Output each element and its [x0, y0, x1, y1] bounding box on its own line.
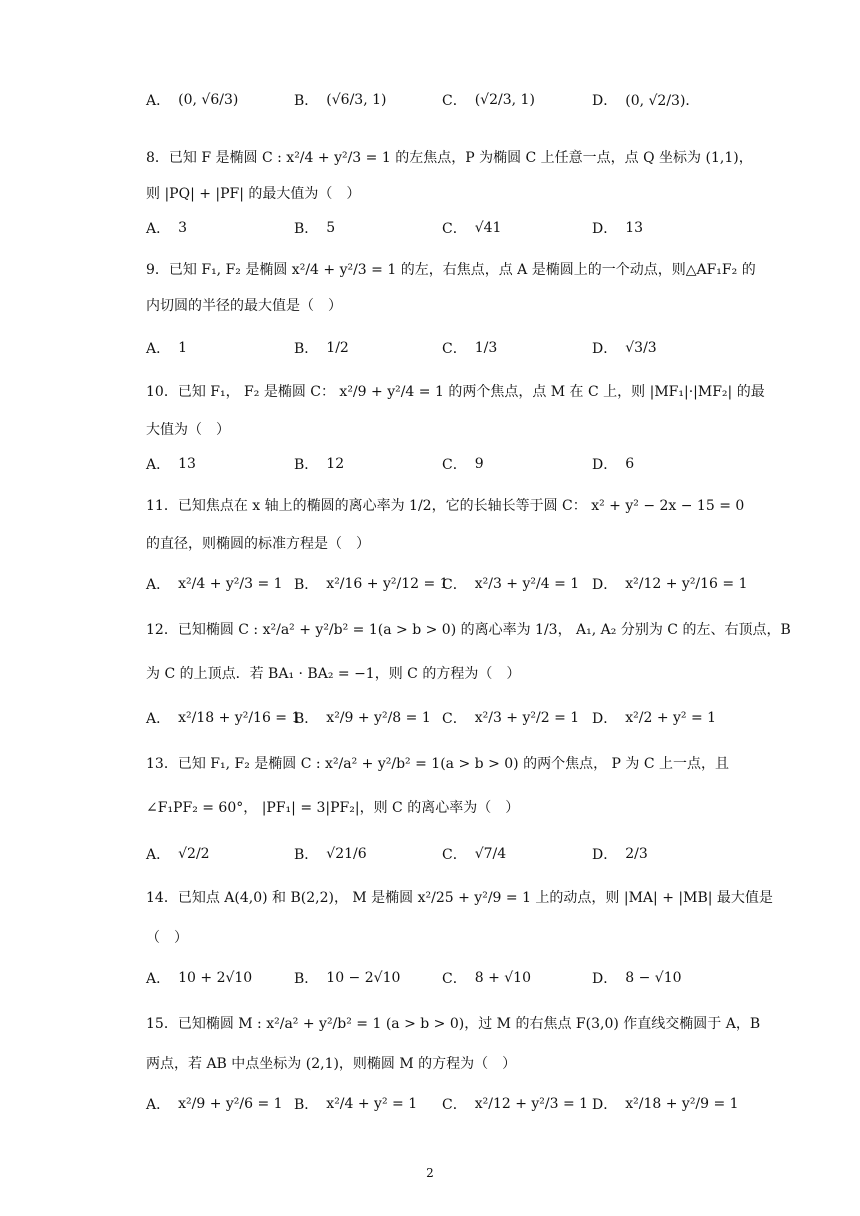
- q15-stem-line1: 15．已知椭圆 M : x²/a² + y²/b² = 1 (a > b > 0)，过 M 的右焦点 F(3,0) 作直线交椭圆于 A，B: [146, 1016, 761, 1032]
- q11-option-a: A． x²/4 + y²/3 = 1: [146, 576, 283, 593]
- q13-option-c: C． √7/4: [442, 846, 507, 863]
- q9-option-d: D． √3/3: [592, 340, 657, 357]
- q13-options: [146, 832, 736, 876]
- q10-stem-line2: 大值为（ ）: [146, 422, 230, 438]
- q8-stem-line2: 则 |PQ| + |PF| 的最大值为（ ）: [146, 186, 361, 202]
- q12-option-a: A． x²/18 + y²/16 = 1: [146, 710, 301, 727]
- q7-option-a: A． (0, √6/3): [146, 92, 239, 109]
- q8-option-a: A． 3: [146, 220, 188, 237]
- q14-option-a: A． 10 + 2√10: [146, 970, 253, 987]
- q13-option-d: D． 2/3: [592, 846, 648, 863]
- q11-option-d: D． x²/12 + y²/16 = 1: [592, 576, 748, 593]
- q15-option-a: A． x²/9 + y²/6 = 1: [146, 1096, 283, 1113]
- q8-option-b: B． 5: [294, 220, 336, 237]
- q13-stem-line2: ∠F₁PF₂ = 60°， |PF₁| = 3|PF₂|，则 C 的离心率为（ ）: [146, 800, 520, 816]
- q15-option-d: D． x²/18 + y²/9 = 1: [592, 1096, 739, 1113]
- q9-options: [146, 326, 736, 370]
- q15-stem-line2: 两点，若 AB 中点坐标为 (2,1)，则椭圆 M 的方程为（ ）: [146, 1056, 517, 1072]
- q9-option-c: C． 1/3: [442, 340, 498, 357]
- q14-option-b: B． 10 − 2√10: [294, 970, 401, 987]
- q14-stem-line2: （ ）: [146, 930, 188, 946]
- q13-option-b: B． √21/6: [294, 846, 367, 863]
- q9-option-a: A． 1: [146, 340, 188, 357]
- q15-option-c: C． x²/12 + y²/3 = 1: [442, 1096, 589, 1113]
- q14-option-d: D． 8 − √10: [592, 970, 682, 987]
- q9-stem-line2: 内切圆的半径的最大值是（ ）: [146, 298, 342, 314]
- q13-option-a: A． √2/2: [146, 846, 210, 863]
- q11-stem-line2: 的直径，则椭圆的标准方程是（ ）: [146, 536, 370, 552]
- q10-option-d: D． 6: [592, 456, 635, 473]
- q12-stem-line1: 12．已知椭圆 C : x²/a² + y²/b² = 1(a > b > 0) 的离心率为 1/3， A₁, A₂ 分别为 C 的左、右顶点，B: [146, 622, 791, 638]
- q8-stem-line1: 8．已知 F 是椭圆 C : x²/4 + y²/3 = 1 的左焦点，P 为椭圆 C 上任意一点，点 Q 坐标为 (1,1)，: [146, 150, 753, 166]
- q12-options: [146, 696, 736, 740]
- q11-stem-line1: 11．已知焦点在 x 轴上的椭圆的离心率为 1/2，它的长轴长等于圆 C： x² + y² − 2x − 15 = 0: [146, 498, 745, 514]
- q10-options: [146, 442, 736, 486]
- q12-option-b: B． x²/9 + y²/8 = 1: [294, 710, 431, 727]
- q11-options: [146, 562, 748, 606]
- q10-option-c: C． 9: [442, 456, 484, 473]
- q14-options: [146, 956, 736, 1000]
- q12-option-c: C． x²/3 + y²/2 = 1: [442, 710, 580, 727]
- q8-option-c: C． √41: [442, 220, 502, 237]
- q11-option-c: C． x²/3 + y²/4 = 1: [442, 576, 580, 593]
- q15-options: [146, 1082, 739, 1126]
- q12-stem-line2: 为 C 的上顶点．若 BA₁ · BA₂ = −1，则 C 的方程为（ ）: [146, 666, 521, 682]
- q7-option-d: D． (0, √2/3)．: [592, 93, 700, 109]
- q9-option-b: B． 1/2: [294, 340, 349, 357]
- q7-options: [146, 78, 736, 122]
- q11-option-b: B． x²/16 + y²/12 = 1: [294, 576, 449, 593]
- q10-option-a: A． 13: [146, 456, 196, 473]
- q7-option-b: B． (√6/3, 1): [294, 92, 387, 109]
- q7-option-c: C． (√2/3, 1): [442, 92, 535, 109]
- q13-stem-line1: 13．已知 F₁, F₂ 是椭圆 C : x²/a² + y²/b² = 1(a > b > 0) 的两个焦点， P 为 C 上一点，且: [146, 756, 729, 772]
- q14-option-c: C． 8 + √10: [442, 970, 531, 987]
- q8-options: [146, 206, 736, 250]
- q14-stem-line1: 14．已知点 A(4,0) 和 B(2,2)， M 是椭圆 x²/25 + y²/9 = 1 上的动点，则 |MA| + |MB| 最大值是: [146, 890, 773, 906]
- q8-option-d: D． 13: [592, 220, 644, 237]
- q15-option-b: B． x²/4 + y² = 1: [294, 1096, 418, 1113]
- q10-stem-line1: 10．已知 F₁， F₂ 是椭圆 C： x²/9 + y²/4 = 1 的两个焦点，点 M 在 C 上，则 |MF₁|·|MF₂| 的最: [146, 384, 765, 400]
- q9-stem-line1: 9．已知 F₁, F₂ 是椭圆 x²/4 + y²/3 = 1 的左，右焦点，点 A 是椭圆上的一个动点，则△AF₁F₂ 的: [146, 262, 756, 278]
- q10-option-b: B． 12: [294, 456, 345, 473]
- page-number: 2: [426, 1166, 434, 1180]
- q12-option-d: D． x²/2 + y² = 1: [592, 710, 717, 727]
